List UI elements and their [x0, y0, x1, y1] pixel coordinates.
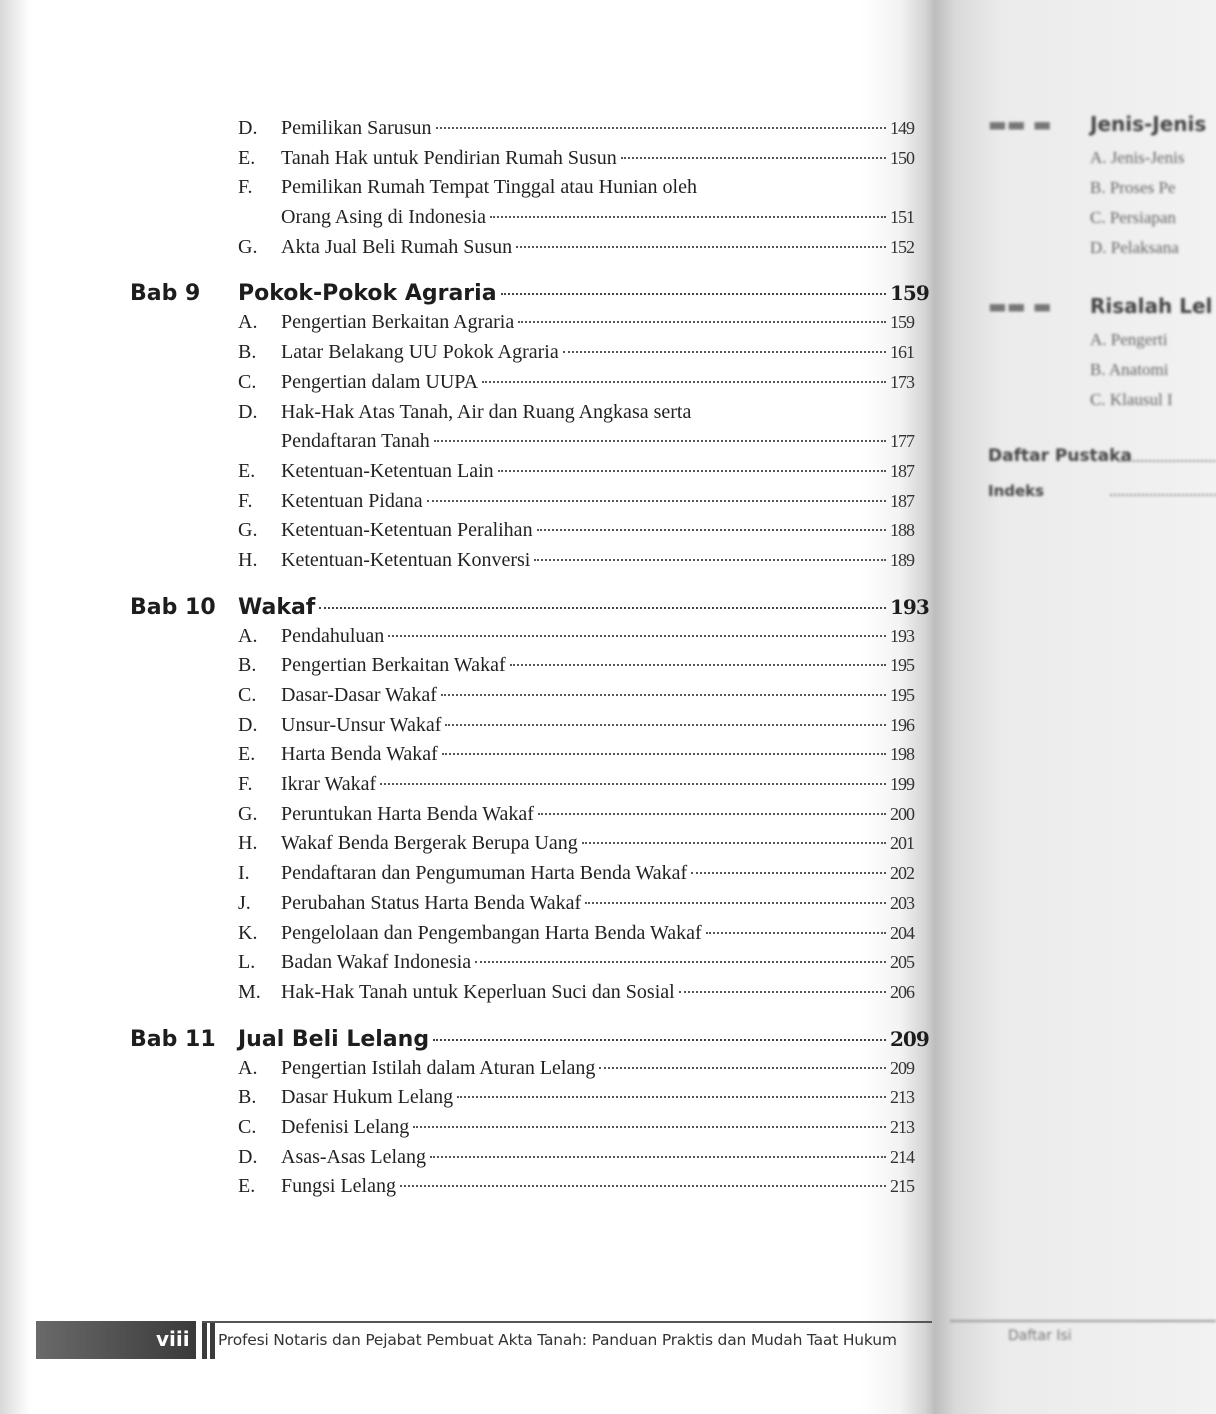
- chapter-title: Wakaf: [238, 594, 316, 620]
- toc-entry: [130, 654, 930, 684]
- toc-entry: [130, 117, 930, 147]
- toc-entry: [130, 490, 930, 520]
- toc-entry: [130, 922, 930, 952]
- dot-leader: [585, 902, 886, 904]
- table-of-contents: [130, 117, 930, 1205]
- footer-divider: [210, 1321, 215, 1359]
- dot-leader: [436, 127, 886, 129]
- entry-page-number: 199: [890, 774, 914, 795]
- entry-letter: G.: [238, 802, 258, 825]
- toc-entry: [130, 519, 930, 549]
- chapter-heading: [130, 595, 930, 625]
- page-number: viii: [156, 1327, 190, 1351]
- chapter-page-number: 193: [890, 594, 929, 619]
- chapter-number: Bab 9: [130, 281, 201, 307]
- dot-leader: [582, 842, 886, 844]
- dot-leader: [563, 351, 886, 353]
- toc-entry: [130, 1057, 930, 1087]
- entry-page-number: 150: [890, 147, 914, 168]
- entry-letter: E.: [238, 146, 256, 169]
- entry-title: Unsur-Unsur Wakaf: [281, 713, 442, 736]
- entry-letter: E.: [238, 1175, 256, 1198]
- entry-page-number: 209: [890, 1057, 914, 1078]
- entry-title: Ketentuan-Ketentuan Konversi: [281, 548, 531, 571]
- entry-title: Tanah Hak untuk Pendirian Rumah Susun: [281, 146, 617, 169]
- entry-letter: K.: [238, 921, 258, 944]
- toc-entry: [130, 236, 930, 266]
- entry-page-number: 193: [890, 625, 914, 646]
- chapter-number: Bab 10: [130, 594, 216, 620]
- dot-leader: [457, 1096, 886, 1098]
- chapter-heading: [130, 281, 930, 311]
- entry-title: Badan Wakaf Indonesia: [281, 951, 472, 974]
- entry-page-number: 187: [890, 460, 914, 481]
- entry-letter: C.: [238, 684, 257, 706]
- entry-letter: J.: [238, 891, 251, 914]
- footer-rule: [202, 1321, 932, 1323]
- dot-leader: [518, 321, 886, 323]
- toc-entry: [130, 892, 930, 922]
- entry-title: Pengertian Berkaitan Wakaf: [281, 654, 506, 677]
- entry-title: Defenisi Lelang: [281, 1115, 410, 1138]
- entry-page-number: 204: [890, 922, 914, 943]
- page-footer: [36, 1321, 932, 1359]
- right-item: A. Pengerti: [1090, 330, 1168, 349]
- footer-divider: [202, 1321, 207, 1359]
- entry-title: Asas-Asas Lelang: [281, 1145, 426, 1168]
- entry-page-number: 177: [890, 431, 914, 452]
- entry-letter: A.: [238, 311, 258, 334]
- toc-entry: [130, 460, 930, 490]
- right-chapter-13-title: Risalah Lel: [1090, 294, 1213, 318]
- toc-entry: [130, 430, 930, 460]
- dot-leader: [516, 246, 886, 248]
- right-daftar-pustaka: Daftar Pustaka: [988, 446, 1132, 466]
- entry-letter: E.: [238, 743, 256, 766]
- dot-leader: [413, 1126, 886, 1128]
- dot-leader: [706, 932, 886, 934]
- right-leader: [1118, 460, 1216, 462]
- entry-letter: D.: [238, 117, 258, 139]
- toc-entry: [130, 625, 930, 655]
- dot-leader: [679, 991, 886, 993]
- right-item: C. Persiapan: [1090, 208, 1176, 227]
- entry-title: Pemilikan Rumah Tempat Tinggal atau Hunian oleh: [281, 176, 697, 199]
- entry-letter: F.: [238, 489, 253, 512]
- dot-leader: [433, 1039, 886, 1041]
- toc-entry: [130, 1146, 930, 1176]
- dot-leader: [380, 783, 886, 785]
- dot-leader: [430, 1156, 886, 1158]
- dot-leader: [538, 813, 886, 815]
- dot-leader: [599, 1067, 886, 1069]
- entry-letter: C.: [238, 1115, 257, 1138]
- entry-title: Pendaftaran dan Pengumuman Harta Benda Wakaf: [281, 862, 688, 885]
- chapter-page-number: 159: [890, 281, 929, 306]
- entry-letter: E.: [238, 459, 256, 482]
- entry-letter: B.: [238, 654, 257, 677]
- right-chapter-12-num: ▬▬ ▬: [988, 112, 1052, 136]
- entry-letter: G.: [238, 235, 258, 258]
- entry-page-number: 203: [890, 892, 914, 913]
- toc-entry: [130, 832, 930, 862]
- toc-entry: [130, 951, 930, 981]
- entry-letter: A.: [238, 624, 258, 647]
- entry-page-number: 215: [890, 1176, 914, 1197]
- entry-title: Perubahan Status Harta Benda Wakaf: [281, 891, 582, 914]
- entry-title: Wakaf Benda Bergerak Berupa Uang: [281, 832, 578, 855]
- entry-letter: L.: [238, 951, 256, 974]
- dot-leader: [691, 872, 886, 874]
- entry-page-number: 200: [890, 803, 914, 824]
- right-chapter-12-title: Jenis-Jenis: [1090, 112, 1207, 136]
- toc-entry: [130, 401, 930, 431]
- dot-leader: [501, 293, 886, 295]
- dot-leader: [534, 559, 886, 561]
- toc-entry: [130, 341, 930, 371]
- dot-leader: [498, 470, 886, 472]
- toc-entry: [130, 773, 930, 803]
- entry-title: Ikrar Wakaf: [281, 773, 377, 796]
- entry-letter: D.: [238, 713, 258, 736]
- toc-entry: [130, 1086, 930, 1116]
- entry-title: Pemilikan Sarusun: [281, 117, 432, 139]
- entry-title: Pengertian Istilah dalam Aturan Lelang: [281, 1056, 596, 1079]
- toc-chapter: [130, 1027, 930, 1205]
- entry-letter: H.: [238, 832, 258, 855]
- entry-letter: A.: [238, 1056, 258, 1079]
- dot-leader: [621, 157, 886, 159]
- entry-page-number: 159: [890, 312, 914, 333]
- entry-title: Pendahuluan: [281, 624, 385, 647]
- entry-page-number: 149: [890, 118, 914, 138]
- entry-letter: C.: [238, 370, 257, 393]
- entry-title: Peruntukan Harta Benda Wakaf: [281, 802, 534, 825]
- entry-title: Pengertian dalam UUPA: [281, 370, 479, 393]
- toc-entry: [130, 803, 930, 833]
- dot-leader: [388, 635, 886, 637]
- entry-title: Hak-Hak Atas Tanah, Air dan Ruang Angkasa serta: [281, 400, 692, 423]
- entry-letter: D.: [238, 1145, 258, 1168]
- entry-page-number: 195: [890, 685, 914, 705]
- dot-leader: [400, 1185, 886, 1187]
- right-item: D. Pelaksana: [1090, 238, 1179, 257]
- entry-title: Ketentuan Pidana: [281, 489, 423, 512]
- dot-leader: [475, 961, 886, 963]
- dot-leader: [482, 381, 886, 383]
- toc-entry: [130, 1175, 930, 1205]
- right-item: B. Anatomi: [1090, 360, 1169, 379]
- dot-leader: [445, 724, 886, 726]
- entry-letter: G.: [238, 519, 258, 542]
- chapter-heading: [130, 1027, 930, 1057]
- entry-letter: D.: [238, 400, 258, 423]
- dot-leader: [490, 216, 886, 218]
- entry-page-number: 206: [890, 981, 914, 1002]
- toc-entry: [130, 862, 930, 892]
- entry-page-number: 198: [890, 744, 914, 765]
- right-item: B. Proses Pe: [1090, 178, 1176, 197]
- entry-page-number: 195: [890, 655, 914, 676]
- entry-page-number: 213: [890, 1087, 914, 1108]
- toc-entry: [130, 371, 930, 401]
- entry-title: Pengelolaan dan Pengembangan Harta Benda Wakaf: [281, 921, 702, 944]
- entry-title: Hak-Hak Tanah untuk Keperluan Suci dan Sosial: [281, 980, 675, 1003]
- toc-entry: [130, 311, 930, 341]
- entry-title: Latar Belakang UU Pokok Agraria: [281, 341, 559, 364]
- entry-page-number: 201: [890, 833, 914, 854]
- entry-letter: H.: [238, 548, 258, 571]
- entry-title: Ketentuan-Ketentuan Peralihan: [281, 519, 533, 542]
- entry-page-number: 214: [890, 1146, 914, 1167]
- chapter-title: Pokok-Pokok Agraria: [238, 281, 497, 307]
- toc-entry: [130, 1116, 930, 1146]
- entry-page-number: 213: [890, 1116, 914, 1137]
- toc-chapter: [130, 117, 930, 265]
- toc-entry: [130, 206, 930, 236]
- right-indeks: Indeks: [988, 482, 1045, 500]
- entry-page-number: 152: [890, 236, 914, 257]
- entry-letter: F.: [238, 176, 253, 199]
- entry-page-number: 187: [890, 490, 914, 511]
- entry-letter: I.: [238, 862, 250, 885]
- dot-leader: [427, 500, 886, 502]
- dot-leader: [537, 529, 886, 531]
- toc-entry: [130, 714, 930, 744]
- dot-leader: [510, 664, 886, 666]
- entry-page-number: 173: [890, 371, 914, 392]
- entry-title: Pengertian Berkaitan Agraria: [281, 311, 515, 334]
- chapter-number: Bab 11: [130, 1026, 216, 1052]
- toc-entry: [130, 176, 930, 206]
- dot-leader: [319, 607, 886, 609]
- entry-title: Akta Jual Beli Rumah Susun: [281, 235, 513, 258]
- entry-title: Ketentuan-Ketentuan Lain: [281, 459, 494, 482]
- entry-letter: B.: [238, 341, 257, 364]
- entry-title: Orang Asing di Indonesia: [281, 206, 486, 229]
- toc-chapter: [130, 595, 930, 1011]
- entry-title: Fungsi Lelang: [281, 1175, 396, 1198]
- entry-title: Harta Benda Wakaf: [281, 743, 438, 766]
- entry-page-number: 202: [890, 863, 914, 884]
- entry-title: Pendaftaran Tanah: [281, 430, 430, 453]
- entry-page-number: 151: [890, 207, 914, 228]
- toc-entry: [130, 147, 930, 177]
- toc-entry: [130, 981, 930, 1011]
- dot-leader: [442, 753, 886, 755]
- chapter-page-number: 209: [890, 1026, 929, 1051]
- right-footer-rule: [950, 1320, 1216, 1322]
- toc-chapter: [130, 281, 930, 578]
- right-chapter-13-num: ▬▬ ▬: [988, 294, 1052, 318]
- right-page: [950, 0, 1216, 1414]
- dot-leader: [434, 440, 886, 442]
- entry-letter: F.: [238, 773, 253, 796]
- entry-page-number: 205: [890, 952, 914, 973]
- running-title: Profesi Notaris dan Pejabat Pembuat Akta Tanah: Panduan Praktis dan Mudah Taat Hukum: [218, 1331, 897, 1349]
- chapter-title: Jual Beli Lelang: [238, 1026, 430, 1052]
- right-footer: Daftar Isi: [1008, 1328, 1072, 1344]
- entry-letter: B.: [238, 1086, 257, 1109]
- dot-leader: [441, 694, 886, 696]
- right-leader: [1110, 494, 1216, 496]
- entry-title: Dasar-Dasar Wakaf: [281, 684, 437, 706]
- right-item: C. Klausul I: [1090, 390, 1173, 409]
- entry-title: Dasar Hukum Lelang: [281, 1086, 454, 1109]
- right-item: A. Jenis-Jenis: [1090, 148, 1185, 167]
- toc-entry: [130, 743, 930, 773]
- toc-entry: [130, 549, 930, 579]
- toc-entry: [130, 684, 930, 714]
- entry-page-number: 161: [890, 342, 914, 363]
- entry-page-number: 188: [890, 520, 914, 541]
- entry-page-number: 189: [890, 549, 914, 570]
- entry-letter: M.: [238, 980, 261, 1003]
- entry-page-number: 196: [890, 714, 914, 735]
